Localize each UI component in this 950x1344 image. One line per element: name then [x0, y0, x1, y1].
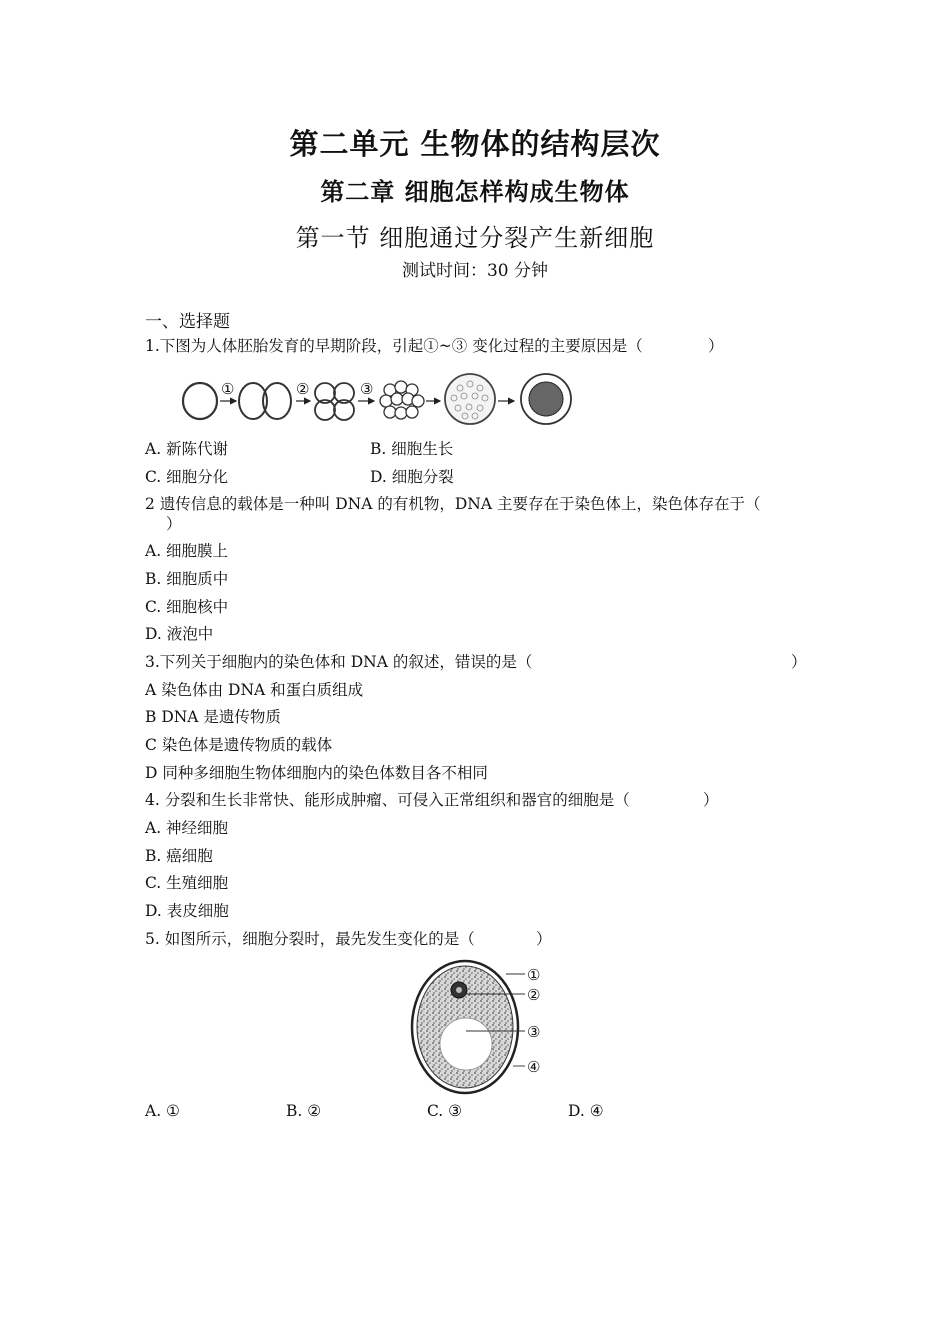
- question-1-close: ）: [708, 337, 724, 355]
- question-3-close: ）: [791, 653, 807, 671]
- question-5-option-a[interactable]: A. ①: [145, 1102, 180, 1120]
- two-cell-stage: [239, 383, 291, 419]
- embryo-development-figure: [178, 368, 578, 428]
- question-2-option-b[interactable]: B. 细胞质中: [145, 570, 229, 588]
- question-3-option-a[interactable]: A 染色体由 DNA 和蛋白质组成: [145, 681, 364, 699]
- plant-cell: [412, 961, 518, 1093]
- zygote-cell: [183, 383, 217, 419]
- question-2-close: ）: [166, 515, 182, 533]
- four-cell-stage: [315, 383, 354, 420]
- question-5-option-b[interactable]: B. ②: [286, 1102, 322, 1120]
- question-4-option-a[interactable]: A. 神经细胞: [145, 819, 229, 837]
- question-5-option-d[interactable]: D. ④: [568, 1102, 604, 1120]
- question-3-option-b[interactable]: B DNA 是遗传物质: [145, 708, 281, 726]
- question-3-option-c[interactable]: C 染色体是遗传物质的载体: [145, 736, 333, 754]
- nucleolus: [456, 987, 462, 993]
- question-4-option-d[interactable]: D. 表皮细胞: [145, 902, 229, 920]
- question-2-option-d[interactable]: D. 液泡中: [145, 625, 214, 643]
- question-1-option-b[interactable]: B. 细胞生长: [370, 440, 454, 458]
- unit-title: 第二单元 生物体的结构层次: [289, 127, 661, 161]
- question-3-stem: 3.下列关于细胞内的染色体和 DNA 的叙述，错误的是（: [145, 653, 533, 671]
- question-2-option-a[interactable]: A. 细胞膜上: [145, 542, 229, 560]
- arrow-label-2: ②: [296, 380, 310, 398]
- test-time: 测试时间：30 分钟: [401, 261, 549, 281]
- arrow-label-3: ③: [360, 380, 374, 398]
- question-3-option-d[interactable]: D 同种多细胞生物体细胞内的染色体数目各不相同: [145, 764, 488, 782]
- question-5-close: ）: [536, 930, 552, 948]
- question-1-stem: 1.下图为人体胚胎发育的早期阶段，引起①~③ 变化过程的主要原因是（: [145, 337, 643, 355]
- label-cytoplasm: ④: [527, 1058, 541, 1076]
- label-nucleus: ②: [527, 986, 541, 1004]
- cell-diagram-figure: [408, 958, 558, 1098]
- label-cell-wall: ①: [527, 966, 541, 984]
- question-4-stem: 4. 分裂和生长非常快、能形成肿瘤、可侵入正常组织和器官的细胞是（: [145, 791, 630, 809]
- question-1-option-a[interactable]: A. 新陈代谢: [145, 440, 229, 458]
- question-5-stem: 5. 如图所示，细胞分裂时，最先发生变化的是（: [145, 930, 475, 948]
- question-4-option-c[interactable]: C. 生殖细胞: [145, 874, 229, 892]
- label-vacuole: ③: [527, 1023, 541, 1041]
- morula-stage: [380, 381, 424, 419]
- section-title: 第一节 细胞通过分裂产生新细胞: [295, 224, 655, 252]
- vacuole: [440, 1018, 492, 1070]
- blastula-stage: [445, 374, 495, 424]
- arrow-label-1: ①: [221, 380, 235, 398]
- question-1-option-c[interactable]: C. 细胞分化: [145, 468, 229, 486]
- question-2-stem: 2 遗传信息的载体是一种叫 DNA 的有机物，DNA 主要存在于染色体上，染色体存在于（: [145, 495, 761, 513]
- question-4-close: ）: [703, 791, 719, 809]
- chapter-title: 第二章 细胞怎样构成生物体: [320, 178, 630, 206]
- question-5-option-c[interactable]: C. ③: [427, 1102, 463, 1120]
- section-heading: 一、选择题: [145, 312, 230, 332]
- question-1-option-d[interactable]: D. 细胞分裂: [370, 468, 454, 486]
- gastrula-stage: [521, 374, 571, 424]
- question-2-option-c[interactable]: C. 细胞核中: [145, 598, 229, 616]
- question-4-option-b[interactable]: B. 癌细胞: [145, 847, 213, 865]
